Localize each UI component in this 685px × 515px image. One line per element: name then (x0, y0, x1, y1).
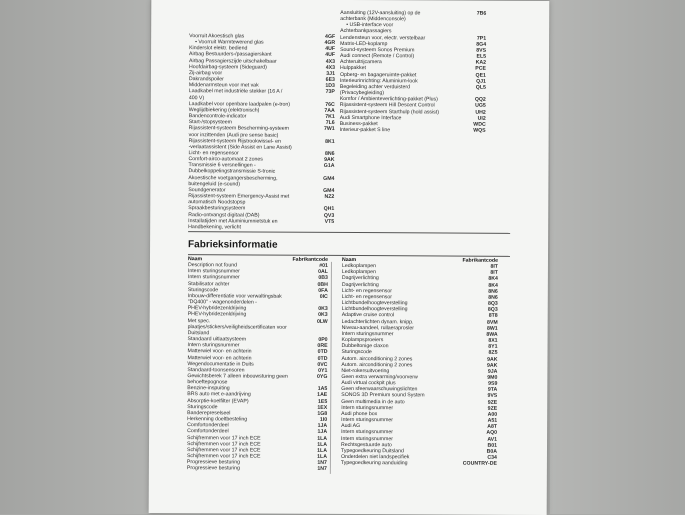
item-description: Weglijdbiekering (elektronisch) (189, 107, 260, 114)
item-code: QH1 (324, 206, 335, 212)
item-description: Comfortonderdeel (187, 422, 229, 428)
item-description: Achterbankpassagiers (340, 28, 391, 34)
item-code: 1N7 (317, 460, 327, 466)
item-code: QQ2 (475, 97, 486, 103)
item-code: 1N7 (317, 466, 327, 472)
item-description: Schijfremmen voor 17 inch ECE (187, 435, 261, 442)
item-code: Fabrikantcode (292, 257, 328, 263)
item-description: Ledkoplampen (342, 263, 376, 269)
item-code: 1A5 (318, 386, 328, 392)
item-code: 1LA (317, 454, 327, 460)
item-code: 76C (325, 102, 335, 108)
item-code: 8G4 (476, 41, 486, 47)
item-code: GM4 (323, 188, 334, 194)
item-code: 9JA (488, 369, 498, 375)
item-description: Kinderslot elektr. bediend (189, 45, 247, 51)
item-code: PCE (475, 66, 486, 72)
item-description: Akoestische voetgangersbescherming, (188, 175, 277, 182)
list-item (340, 127, 486, 134)
item-description: Progressieve besturing (187, 459, 240, 465)
item-description: Description not found (188, 262, 237, 268)
item-description: Typegoedkeuring aanduiding (341, 460, 408, 467)
item-code: 0LW (317, 318, 328, 324)
item-description: Progressieve besturing (187, 465, 240, 471)
item-code: 8Q3 (488, 301, 498, 307)
item-description: Dakrandspoiler (189, 76, 224, 82)
item-description: Start-/stopsysteem (189, 119, 232, 125)
document-page (149, 0, 550, 515)
item-code: 8IT (490, 270, 498, 276)
item-description: Airbag Passagierszijde uitschakelbaar (189, 58, 277, 65)
item-code: 4UF (325, 46, 335, 52)
item-code: 8Q3 (488, 307, 498, 313)
item-code: UH2 (475, 109, 485, 115)
list-item (341, 460, 497, 467)
item-code: QV3 (324, 212, 334, 218)
item-code: 0Y1 (318, 368, 327, 374)
item-description: Bandencontrole-indicator (189, 113, 247, 119)
item-description: Intern sturingsnummer (341, 417, 393, 423)
item-code: A51 (488, 418, 498, 424)
item-description: Voorruit Akoestisch glas (189, 33, 244, 39)
item-code: 9VS (487, 393, 497, 399)
item-description: Rijassistent-systeem Bescherming-systeem (189, 126, 289, 133)
item-code: 0AL (318, 269, 328, 275)
item-code: 9AK (324, 157, 334, 163)
item-description: Audi phone box (341, 411, 377, 417)
item-description: Zij-airbag voor (189, 70, 222, 76)
item-code: 8W1 (487, 325, 498, 331)
item-description: Geen extra verwarming/voorverw (341, 374, 417, 381)
item-description: Naam (188, 256, 202, 262)
item-description: Inbouw-differentiatie voor verwaltingsbak (188, 293, 282, 300)
item-description: Laadkabel met industriële stekker (16 A / (189, 89, 282, 96)
section-rule (188, 231, 510, 234)
item-code: Fabrikantcode (462, 258, 498, 264)
factory-info-right (341, 257, 498, 467)
item-description: Begeleiding achter verduisterd (340, 84, 410, 91)
item-description: Duitsland (188, 330, 210, 336)
item-code: UI2 (478, 115, 486, 121)
item-code: 0TD (318, 355, 328, 361)
item-description: Handbekening, verlicht (188, 224, 241, 230)
item-description: Lichtbundelhoogteverstelling (342, 300, 408, 307)
item-code: 1JA (318, 423, 328, 429)
item-code: 8Z5 (489, 350, 498, 356)
item-description: "DQ400" - wagenonderdelen - (188, 299, 257, 306)
item-code: 1EX (317, 405, 327, 411)
item-code: 8K4 (488, 276, 498, 282)
item-description: Intern sturingsnummer (341, 429, 393, 435)
item-code: 0IC (320, 294, 328, 300)
item-code: 4UF (325, 52, 335, 58)
item-description: Business-pakket (340, 121, 378, 127)
item-description: Rijassistent-systeem Emergency-Assist met (188, 193, 289, 200)
item-code: 0B3 (318, 275, 328, 281)
item-code: AV1 (487, 436, 497, 442)
item-code: UG5 (475, 103, 486, 109)
item-code: 1E5 (318, 398, 327, 404)
item-description: Koplampsproeiers (342, 337, 384, 343)
item-description: Interieur-pakket S line (340, 127, 391, 133)
item-code: 7B6 (477, 11, 487, 17)
item-code: 9ZE (488, 399, 498, 405)
list-item (187, 465, 327, 472)
item-description: Middenarmsteun voor met vak (189, 82, 259, 89)
item-code: 1AE (317, 392, 327, 398)
item-code: 0TD (318, 349, 328, 355)
item-description: Dubbelkoppelingstransmissie S-tronic (188, 169, 275, 176)
item-code: G1A (324, 163, 335, 169)
item-description: Standaard uitlaatsysteem (188, 336, 247, 342)
item-code: 1G8 (317, 411, 327, 417)
item-code: 9AK (487, 362, 497, 368)
item-code: 73P (326, 89, 335, 95)
item-code: 4X3 (326, 59, 335, 65)
item-code: 1LA (317, 448, 327, 454)
item-code: C34 (487, 455, 497, 461)
item-code: 8T8 (489, 313, 498, 319)
item-description: Lendensteun voor, electr. verstelbaar (340, 35, 425, 42)
item-description: Onderdelen niet landspecifiek (341, 454, 409, 461)
item-code: B0A (487, 449, 497, 455)
item-description: Transmissie 6 versnellingen - (188, 162, 255, 169)
item-code: 8VS (476, 48, 486, 54)
item-code: 8N6 (488, 295, 498, 301)
item-description: Niveau-aandeel, rullaeraprosler (342, 325, 414, 332)
item-description: Comfort-airco-automaat 2 zones (188, 156, 262, 163)
item-code: 1LA (317, 442, 327, 448)
item-description: Schijfremmen voor 17 inch ECE (187, 453, 261, 460)
item-code: 8WA (486, 332, 497, 338)
item-description: • Voorruit Warmtewerend glas (189, 39, 264, 46)
item-description: Hoofdairbag-systeem (Sideguard) (189, 64, 267, 71)
item-description: Radio-ontvangst digitaal (DAB) (188, 212, 259, 219)
item-code: GM4 (323, 175, 334, 181)
item-code: A8T (487, 424, 497, 430)
item-description: Audi virtual cockpit plus (341, 380, 395, 386)
item-code: 9AK (487, 356, 497, 362)
item-description: SONOS 3D Premium sound System (341, 392, 424, 399)
item-description: Licht- en regensensor (342, 294, 392, 300)
item-code: 1I0 (320, 417, 327, 423)
item-description: Airbag Bestuurders-/passagierskant (189, 52, 271, 59)
item-description: Komfor / Ambienteverlichting-pakket (Plus) (340, 96, 438, 103)
item-code: 6E3 (326, 77, 335, 83)
item-description: Intern sturingsnummer (341, 405, 393, 411)
item-code: 4GF (325, 34, 335, 40)
item-description: Rijassistent-systeem Hill Descent Control (340, 102, 435, 109)
item-description: 400 V) (189, 95, 204, 101)
item-description: Matterwiel voor- en achterin (187, 355, 251, 361)
item-description: Gewichtsberek 7 alleen inbouwsturing geen (187, 373, 287, 380)
item-description: Absorptie-koelfilter (EVAP) (187, 398, 248, 404)
item-description: Dagrijverlichting (342, 282, 379, 288)
item-description: Aansluiting (12V-aansluiting) op de (340, 10, 420, 17)
item-description: Dagrijverlichting (342, 275, 379, 281)
item-description: Intern sturingsnummer (341, 435, 393, 441)
item-code: 0FA (318, 288, 328, 294)
equipment-list-left (188, 33, 335, 231)
factory-info-left (187, 256, 328, 472)
item-description: • USB-interface voor (340, 22, 393, 28)
item-description: Matrix-LED-koplamp (340, 41, 387, 47)
item-description: Schijfremmen voor 17 inch ECE (187, 447, 261, 454)
item-code: 8Y1 (488, 344, 497, 350)
item-code: AQ0 (486, 430, 497, 436)
equipment-list-right (340, 10, 487, 134)
item-code: COUNTRY-DE (463, 461, 497, 467)
item-description: -verlaatassistent (Side Assist en Lane Assist) (189, 144, 292, 151)
item-description: Dubbeltonige claxon (342, 343, 389, 349)
item-code: QJ1 (476, 78, 486, 84)
item-code: WDC (473, 121, 485, 127)
item-code: QE1 (476, 72, 486, 78)
item-description: Hulppakket (340, 65, 366, 71)
item-code: EL5 (477, 54, 487, 60)
item-code: 3J1 (326, 71, 335, 77)
item-code: 0P0 (318, 337, 327, 343)
item-code: QL5 (476, 85, 486, 91)
item-description: Adaptive cruise control (342, 312, 395, 318)
item-description: Achteruitrijcamera (340, 59, 382, 65)
item-code: 0VC (317, 361, 327, 367)
item-description: Naam (342, 257, 356, 263)
item-description: Sturingscode (341, 349, 371, 355)
item-description: Schijfremmen voor 17 inch ECE (187, 441, 261, 448)
item-code: A00 (488, 412, 498, 418)
item-description: Licht- en regensensor (189, 150, 239, 156)
item-code: NZ2 (324, 194, 334, 200)
item-description: Met spec. (188, 318, 211, 324)
item-description: Banderepreselseel (187, 410, 230, 416)
item-description: Audi Smartphone Interface (340, 115, 402, 121)
item-code: B01 (487, 442, 497, 448)
item-code: 4GR (324, 40, 335, 46)
item-code: WQS (473, 128, 485, 134)
item-description: Laadkabel voor openbare laadpalen (e-tron) (189, 101, 290, 108)
item-code: 8N6 (325, 151, 335, 157)
item-description: Wegendocumentatie in Duits (187, 361, 253, 368)
item-code: 7AA (324, 108, 334, 114)
item-code: 8X1 (488, 338, 497, 344)
item-description: Audi AG (341, 423, 360, 429)
item-description: Standaard-toonsensoren (187, 367, 244, 373)
item-description: PHEV-hybridezenldrijving (188, 305, 247, 311)
column-divider (330, 262, 332, 474)
item-description: Intern sturingsnummer (188, 342, 240, 348)
item-description: Ledachterlichten dynam. knipp. (342, 319, 414, 326)
item-description: Spraakbesturingsysteem (188, 206, 245, 212)
item-description: Intern sturingsnummer (188, 275, 240, 281)
item-code: 9M0 (487, 375, 497, 381)
list-item (188, 224, 334, 231)
item-description: plaatjes/stickers/veiligheidscertificaten voor (188, 324, 287, 331)
item-description: Stabilisator achter (188, 281, 230, 287)
item-description: Sound-systeem Sonos Premium (340, 47, 414, 54)
item-description: Autom. airconditioning 2 zones (341, 362, 412, 369)
section-title: Fabrieksinformatie (188, 239, 278, 250)
item-description: Sturingscode (188, 287, 218, 293)
item-description: Installatijden met Aluminiumnietstuk en (188, 218, 277, 225)
item-description: buitengeluid (e-sound) (188, 181, 240, 187)
item-code: 7W1 (324, 126, 335, 132)
item-code: 8K4 (488, 282, 498, 288)
item-description: Geen multimedia in de auto (341, 399, 404, 405)
item-code: 1LA (317, 435, 327, 441)
item-description: Matterwiel voor- en achterin (187, 348, 251, 354)
item-description: Benzine-inspuiting (187, 385, 229, 391)
item-code: 8K1 (325, 139, 335, 145)
item-description: Autom. airconditioning 2 zones (341, 355, 412, 362)
item-description: Lichtbundelhoogteverstelling (342, 306, 408, 313)
item-code: 7L6 (326, 120, 335, 126)
item-description: PHEV-hybridezenldrijving (188, 312, 247, 318)
item-description: Sturingscode (187, 404, 217, 410)
item-description: BRS auto met e-aandrijving (187, 392, 250, 398)
item-description: Geen sfeerwaarschuwingslichten (341, 386, 417, 393)
item-description: Soundgenerator (188, 187, 225, 193)
item-code: 8N6 (488, 289, 498, 295)
item-code: 8IT (490, 264, 498, 270)
item-description: achterbank (Middenconsole) (340, 16, 406, 22)
item-code: 0K3 (318, 312, 328, 318)
item-description: Rijassistent-systeem Rijstrookwissel- en (189, 138, 281, 145)
item-description: (Privacybegleiding) (340, 90, 384, 96)
item-code: 9ZE (488, 405, 498, 411)
item-code: VT5 (325, 219, 335, 225)
item-description: Licht- en regensensor (342, 288, 392, 294)
background-left (0, 0, 150, 514)
item-description: Typegoedkeuring Duitsland (341, 448, 404, 454)
item-description: Intern sturingsnummer (342, 331, 394, 337)
item-code: #01 (319, 263, 328, 269)
item-code: 1JA (318, 429, 328, 435)
item-code: 7K1 (325, 114, 335, 120)
item-description: behoeftepognose (187, 379, 227, 385)
background-right (550, 0, 685, 514)
item-code: 0YG (317, 374, 327, 380)
item-code: 0K3 (318, 306, 328, 312)
item-code: 8VM (487, 319, 498, 325)
item-description: Audi connect (Remote / Control) (340, 53, 414, 60)
item-description: Niet-rokersuitvoering (341, 368, 389, 374)
item-description: Ledkoplampen (342, 269, 376, 275)
item-description: Rechtsgestuurde auto (341, 442, 392, 448)
item-description: Rijassistent-systeem Starthulp (hold assist) (340, 108, 439, 115)
item-description: Comfortonderdeel (187, 429, 229, 435)
item-code: KA2 (476, 60, 486, 66)
item-code: 1D3 (325, 83, 335, 89)
item-description: Opberg- en bagageruimte-pakket (340, 72, 416, 79)
item-code: 4X3 (326, 65, 335, 71)
item-description: voor inzittenden (Audi pre sense basic) (189, 132, 279, 139)
item-description: Intern sturingsnummer (188, 268, 240, 274)
item-code: 0BH (317, 281, 327, 287)
item-code: 9TA (488, 387, 497, 393)
item-code: 7P1 (477, 35, 486, 41)
item-description: Interieurinrichting: Aluminium-look (340, 78, 418, 85)
item-description: automatisch Noodstopsp (188, 199, 245, 205)
item-description: Herkenning doeltbesteling (187, 416, 247, 422)
item-code: 0RE (317, 343, 327, 349)
item-code: 9S9 (488, 381, 497, 387)
